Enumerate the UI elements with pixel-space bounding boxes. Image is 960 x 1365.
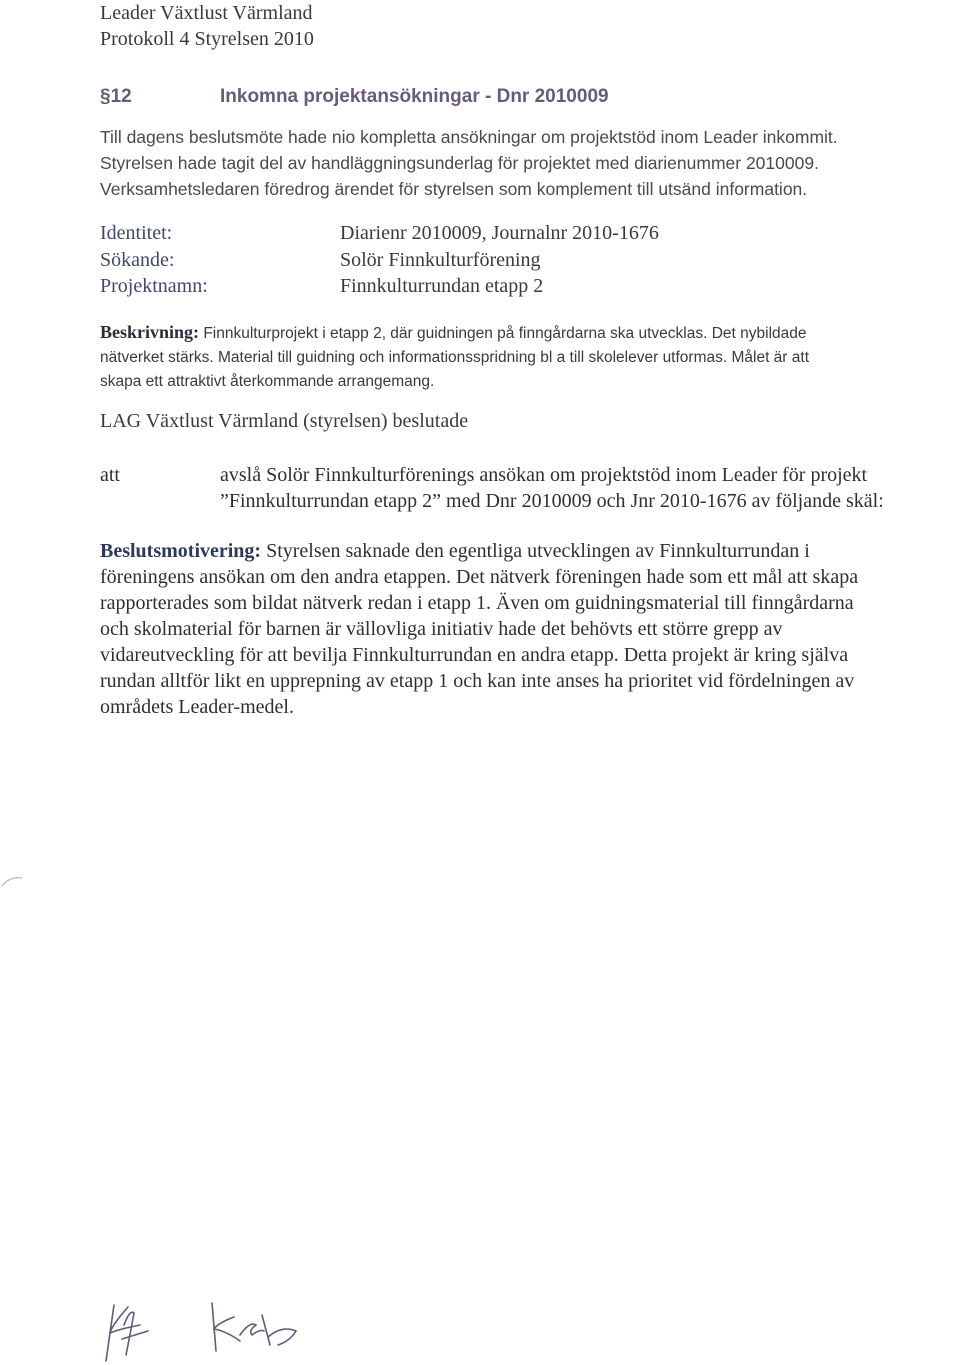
signatures	[100, 1295, 360, 1365]
section-title: Inkomna projektansökningar - Dnr 2010009	[220, 86, 609, 107]
intro-line: Styrelsen hade tagit del av handläggningsunderlag för projektet med diarienummer 2010009.	[100, 153, 819, 173]
project-description	[100, 320, 960, 394]
meta-row-applicant	[100, 247, 659, 274]
motivation-label: Beslutsmotivering:	[100, 540, 262, 562]
motivation-line: rundan alltför likt en upprepning av etapp 1 och kan inte anses ha prioritet vid fördelningen av	[100, 670, 855, 692]
decision-line: ”Finnkulturrundan etapp 2” med Dnr 2010009 och Jnr 2010-1676 av följande skäl:	[220, 490, 884, 512]
signature-keh	[212, 1303, 296, 1351]
decision-att: att	[100, 464, 120, 486]
header-org: Leader Växtlust Värmland	[100, 2, 313, 24]
intro-line: Verksamhetsledaren föredrog ärendet för styrelsen som komplement till utsänd information.	[100, 179, 808, 199]
meta-row-identity	[100, 220, 659, 247]
decision-line: avslå Solör Finnkulturförenings ansökan om projektstöd inom Leader för projekt	[220, 464, 868, 486]
meta-row-project-name	[100, 273, 659, 300]
section-number: §12	[100, 86, 132, 107]
intro-line: Till dagens beslutsmöte hade nio kompletta ansökningar om projektstöd inom Leader inkommit.	[100, 127, 838, 147]
decision-motivation	[100, 538, 950, 720]
motivation-line: och skolmaterial för barnen är vällovliga initiativ hade det behövts ett större grepp av	[100, 618, 783, 640]
decision-block	[100, 462, 884, 514]
description-line	[100, 320, 960, 346]
description-text: Finnkulturprojekt i etapp 2, där guidningen på finngårdarna ska utvecklas. Det nybildade	[203, 325, 807, 342]
scan-mark	[0, 860, 40, 890]
project-meta	[100, 220, 659, 300]
motivation-line: områdets Leader-medel.	[100, 696, 294, 718]
motivation-line	[100, 538, 950, 564]
document-header	[100, 0, 314, 52]
motivation-line: rapporterades som bildat nätverk redan i etapp 1. Även om guidningsmaterial till finngårdarna	[100, 592, 854, 614]
meta-value: Solör Finnkulturförening	[340, 248, 541, 271]
motivation-line: föreningens ansökan om den andra etappen. Det nätverk föreningen hade som ett mål att skapa	[100, 566, 859, 588]
decision-text	[220, 462, 884, 514]
description-label: Beskrivning:	[100, 322, 200, 342]
signature-ka	[106, 1305, 148, 1361]
intro-paragraph	[100, 124, 960, 202]
description-line: nätverket stärks. Material till guidning och informationsspridning bl a till skolelever utformas. Målet är att	[100, 349, 810, 366]
meta-value: Diarienr 2010009, Journalnr 2010-1676	[340, 222, 659, 244]
section-heading	[100, 86, 609, 108]
decision-heading: LAG Växtlust Värmland (styrelsen) beslutade	[100, 410, 469, 432]
description-line: skapa ett attraktivt återkommande arrangemang.	[100, 373, 435, 390]
header-protocol: Protokoll 4 Styrelsen 2010	[100, 28, 314, 50]
motivation-text: Styrelsen saknade den egentliga utvecklingen av Finnkulturrundan i	[266, 540, 810, 562]
meta-label: Sökande:	[100, 248, 175, 271]
meta-label: Projektnamn:	[100, 275, 208, 297]
motivation-line: vidareutveckling för att bevilja Finnkulturrundan en andra etapp. Detta projekt är kring själva	[100, 644, 849, 666]
meta-label: Identitet:	[100, 222, 173, 244]
meta-value: Finnkulturrundan etapp 2	[340, 275, 544, 297]
